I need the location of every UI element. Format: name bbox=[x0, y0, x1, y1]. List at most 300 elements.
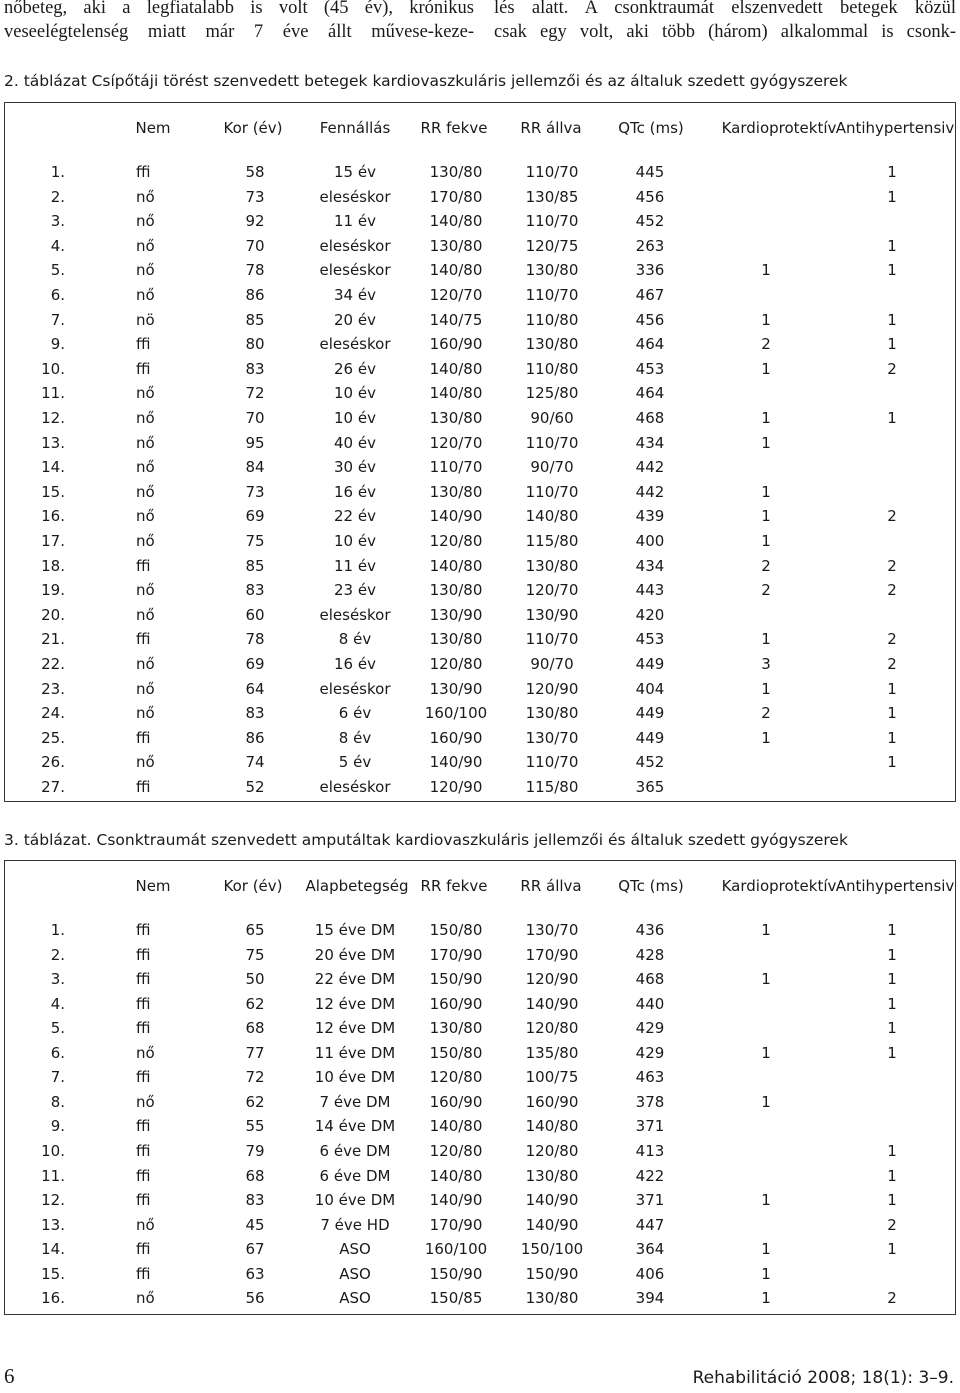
table-cell: 17. bbox=[41, 532, 65, 550]
table-cell: 130/80 bbox=[429, 163, 483, 181]
table-cell: 456 bbox=[635, 310, 665, 329]
table-cell: 11 év bbox=[334, 212, 376, 231]
table-cell: 1 bbox=[761, 507, 771, 526]
table-cell: 120/80 bbox=[429, 532, 483, 550]
table-cell: 140/80 bbox=[429, 556, 483, 575]
table-cell: 140/80 bbox=[429, 1166, 483, 1185]
table-cell: 115/80 bbox=[525, 778, 579, 796]
intro-line: lés alatt. A csonktraumát elszenvedett betegek közül bbox=[494, 0, 956, 18]
column-header: Kardioprotektív bbox=[721, 877, 837, 895]
table-row bbox=[5, 160, 955, 184]
table-cell: 83 bbox=[245, 1191, 265, 1210]
table-cell: nő bbox=[136, 433, 155, 452]
table-cell: 58 bbox=[245, 163, 265, 181]
table-cell: 110/80 bbox=[525, 359, 579, 378]
table-cell: 1 bbox=[761, 970, 771, 989]
table-cell: 1 bbox=[887, 335, 897, 354]
table-cell: 3. bbox=[50, 970, 65, 989]
table-row bbox=[5, 627, 955, 651]
table-cell: 20. bbox=[41, 605, 65, 624]
table-cell: 83 bbox=[245, 704, 265, 723]
table-cell: nő bbox=[136, 679, 155, 698]
table-cell: 67 bbox=[245, 1240, 265, 1259]
table-cell: 449 bbox=[635, 728, 665, 747]
column-header: Alapbetegség bbox=[305, 877, 409, 895]
table-cell: eleséskor bbox=[319, 187, 391, 206]
table-cell: 2 bbox=[761, 335, 771, 354]
table-cell: ffi bbox=[136, 728, 151, 747]
table-cell: nő bbox=[136, 605, 155, 624]
table-cell: 464 bbox=[635, 384, 665, 403]
column-header: Fennállás bbox=[319, 119, 391, 137]
table-cell: 11. bbox=[41, 1166, 65, 1185]
table-cell: 26 év bbox=[334, 359, 376, 378]
table-cell: 1 bbox=[887, 679, 897, 698]
table-cell: 6 éve DM bbox=[319, 1141, 391, 1160]
table-cell: 371 bbox=[635, 1191, 665, 1210]
table-cell: 1 bbox=[887, 1240, 897, 1259]
table-cell: ffi bbox=[136, 945, 151, 964]
table-cell: nő bbox=[136, 458, 155, 477]
table-cell: ffi bbox=[136, 1141, 151, 1160]
table-cell: 453 bbox=[635, 359, 665, 378]
table-cell: 2 bbox=[887, 359, 897, 378]
table-header-row bbox=[5, 874, 955, 898]
intro-line: nőbeteg, aki a legfiatalabb is volt (45 év), krónikus bbox=[4, 0, 474, 18]
page-footer bbox=[0, 1366, 960, 1392]
table-cell: 130/80 bbox=[525, 704, 579, 723]
table-cell: 468 bbox=[635, 409, 665, 427]
table-cell: nő bbox=[136, 1289, 155, 1308]
table-cell: 1 bbox=[761, 1092, 771, 1111]
table-cell: ffi bbox=[136, 335, 151, 354]
table-cell: 13. bbox=[41, 433, 65, 452]
table-cell: 1 bbox=[887, 945, 897, 964]
table-cell: 68 bbox=[245, 1019, 265, 1038]
table-cell: 3. bbox=[50, 212, 65, 231]
table-row bbox=[5, 967, 955, 991]
table-cell: 442 bbox=[635, 482, 665, 501]
table-cell: 20 év bbox=[334, 310, 376, 329]
table-cell: 140/90 bbox=[429, 1191, 483, 1210]
table-cell: 90/60 bbox=[530, 409, 574, 427]
table-cell: 25. bbox=[41, 728, 65, 747]
table-cell: 464 bbox=[635, 335, 665, 354]
table-cell: 90/70 bbox=[530, 655, 574, 673]
table-row bbox=[5, 332, 955, 356]
table-cell: 77 bbox=[245, 1043, 265, 1062]
table-cell: 22 év bbox=[334, 507, 376, 526]
table-cell: 73 bbox=[245, 482, 265, 501]
table-cell: 70 bbox=[245, 409, 265, 427]
table-cell: 12 éve DM bbox=[314, 1019, 396, 1038]
column-header: RR állva bbox=[520, 119, 582, 137]
table-cell: 120/80 bbox=[429, 1141, 483, 1160]
table-cell: 422 bbox=[635, 1166, 665, 1185]
table-cell: 140/90 bbox=[525, 1191, 579, 1210]
table-cell: 34 év bbox=[334, 286, 376, 304]
table-cell: 5. bbox=[50, 261, 65, 280]
table-cell: nő bbox=[136, 1092, 155, 1111]
table-cell: 1 bbox=[887, 1043, 897, 1062]
table-row bbox=[5, 529, 955, 553]
table-cell: ffi bbox=[136, 1068, 151, 1087]
table-cell: 10 év bbox=[334, 384, 376, 403]
table-cell: 74 bbox=[245, 753, 265, 772]
table-cell: nő bbox=[136, 286, 155, 304]
table-cell: ffi bbox=[136, 970, 151, 989]
table-cell: 468 bbox=[635, 970, 665, 989]
table-row bbox=[5, 185, 955, 209]
table-cell: 140/80 bbox=[429, 1117, 483, 1136]
table-cell: ffi bbox=[136, 994, 151, 1013]
table3-caption-label: 3. táblázat. bbox=[4, 831, 92, 849]
table-cell: 15. bbox=[41, 1264, 65, 1283]
table-cell: 75 bbox=[245, 945, 265, 964]
table-cell: 452 bbox=[635, 753, 665, 772]
table-cell: 120/90 bbox=[525, 679, 579, 698]
table-row bbox=[5, 1090, 955, 1114]
table-cell: 442 bbox=[635, 458, 665, 477]
table-cell: 125/80 bbox=[525, 384, 579, 403]
table-cell: 140/80 bbox=[429, 212, 483, 231]
table-row bbox=[5, 677, 955, 701]
table-cell: 160/90 bbox=[429, 335, 483, 354]
column-header: QTc (ms) bbox=[618, 119, 684, 137]
table-cell: 1 bbox=[887, 310, 897, 329]
table-cell: ASO bbox=[339, 1264, 371, 1283]
table-cell: nő bbox=[136, 581, 155, 600]
table-cell: 160/90 bbox=[429, 994, 483, 1013]
table-cell: 120/80 bbox=[525, 1019, 579, 1038]
table-cell: 56 bbox=[245, 1289, 265, 1308]
table-cell: 130/85 bbox=[525, 187, 579, 206]
table-cell: 120/90 bbox=[429, 778, 483, 796]
table-cell: eleséskor bbox=[319, 261, 391, 280]
column-header: Kardioprotektív bbox=[721, 119, 837, 137]
table-row bbox=[5, 1164, 955, 1188]
table-cell: 85 bbox=[245, 310, 265, 329]
table-cell: 110/70 bbox=[525, 630, 579, 649]
table-cell: 170/90 bbox=[429, 945, 483, 964]
table-cell: 120/70 bbox=[525, 581, 579, 600]
table-cell: ASO bbox=[339, 1240, 371, 1259]
table-cell: 120/75 bbox=[525, 236, 579, 255]
table-cell: 463 bbox=[635, 1068, 665, 1087]
table-cell: 436 bbox=[635, 921, 665, 939]
table-row bbox=[5, 726, 955, 750]
table-cell: 90/70 bbox=[530, 458, 574, 477]
table-cell: 6 év bbox=[338, 704, 372, 723]
table-cell: 140/90 bbox=[429, 507, 483, 526]
table-cell: 83 bbox=[245, 359, 265, 378]
table-cell: 150/80 bbox=[429, 1043, 483, 1062]
table-cell: 63 bbox=[245, 1264, 265, 1283]
table-cell: 150/90 bbox=[429, 970, 483, 989]
table-row bbox=[5, 554, 955, 578]
table-cell: 21. bbox=[41, 630, 65, 649]
table-cell: ffi bbox=[136, 1264, 151, 1283]
table-cell: 449 bbox=[635, 704, 665, 723]
table-cell: 120/70 bbox=[429, 433, 483, 452]
table-cell: ffi bbox=[136, 778, 151, 796]
table-cell: 12. bbox=[41, 1191, 65, 1210]
table-cell: 378 bbox=[635, 1092, 665, 1111]
table-cell: nö bbox=[136, 310, 155, 329]
table-cell: 445 bbox=[635, 163, 665, 181]
table-cell: 14. bbox=[41, 1240, 65, 1259]
table-cell: 456 bbox=[635, 187, 665, 206]
table-row bbox=[5, 701, 955, 725]
table-cell: 428 bbox=[635, 945, 665, 964]
table-cell: 140/90 bbox=[525, 1215, 579, 1234]
table-row bbox=[5, 1213, 955, 1237]
table-cell: nő bbox=[136, 704, 155, 723]
table-cell: 23. bbox=[41, 679, 65, 698]
table-cell: 7 éve DM bbox=[319, 1092, 391, 1111]
table-cell: 2 bbox=[887, 556, 897, 575]
table-cell: 27. bbox=[41, 778, 65, 796]
table-cell: 65 bbox=[245, 921, 265, 939]
table2-caption-text: Csípőtáji törést szenvedett betegek kardiovaszkuláris jellemzői és az általuk szedett gyógyszerek bbox=[86, 72, 848, 90]
table-cell: ffi bbox=[136, 921, 151, 939]
table-cell: 130/80 bbox=[429, 630, 483, 649]
table-cell: 1 bbox=[887, 236, 897, 255]
table-cell: 130/80 bbox=[525, 1289, 579, 1308]
table-cell: 84 bbox=[245, 458, 265, 477]
column-header: RR állva bbox=[520, 877, 582, 895]
table-cell: nő bbox=[136, 507, 155, 526]
table-cell: 364 bbox=[635, 1240, 665, 1259]
table-row bbox=[5, 258, 955, 282]
table-row bbox=[5, 504, 955, 528]
table-cell: 9. bbox=[50, 1117, 65, 1136]
table-row bbox=[5, 1286, 955, 1310]
table-row bbox=[5, 431, 955, 455]
table-cell: 5 év bbox=[338, 753, 372, 772]
table-cell: 70 bbox=[245, 236, 265, 255]
table-row bbox=[5, 357, 955, 381]
table-cell: eleséskor bbox=[319, 236, 391, 255]
table-cell: nő bbox=[136, 753, 155, 772]
column-header: QTc (ms) bbox=[618, 877, 684, 895]
table-cell: 120/90 bbox=[525, 970, 579, 989]
table-cell: 19. bbox=[41, 581, 65, 600]
table-cell: nő bbox=[136, 212, 155, 231]
table-cell: 16. bbox=[41, 507, 65, 526]
table-cell: 1 bbox=[761, 359, 771, 378]
table-cell: 130/90 bbox=[429, 605, 483, 624]
table-cell: 10 év bbox=[334, 532, 376, 550]
table-cell: 1 bbox=[761, 728, 771, 747]
table-cell: nő bbox=[136, 1043, 155, 1062]
table-row bbox=[5, 750, 955, 774]
table-row bbox=[5, 775, 955, 799]
table-cell: 1 bbox=[887, 409, 897, 427]
table-cell: 64 bbox=[245, 679, 265, 698]
table-cell: 110/80 bbox=[525, 310, 579, 329]
table-cell: eleséskor bbox=[319, 335, 391, 354]
table-cell: 1 bbox=[887, 704, 897, 723]
column-header: Kor (év) bbox=[223, 119, 283, 137]
table-cell: 447 bbox=[635, 1215, 665, 1234]
column-header: RR fekve bbox=[420, 877, 488, 895]
intro-line: csak egy volt, aki több (három) alkalommal is csonk- bbox=[494, 22, 956, 42]
table-cell: 8 év bbox=[338, 630, 372, 649]
table-cell: 400 bbox=[635, 532, 665, 550]
table-cell: ASO bbox=[339, 1289, 371, 1308]
table-cell: 15. bbox=[41, 482, 65, 501]
table-cell: 1 bbox=[761, 1264, 771, 1283]
table-cell: 1 bbox=[887, 261, 897, 280]
table-cell: 120/70 bbox=[429, 286, 483, 304]
table-cell: 100/75 bbox=[525, 1068, 579, 1087]
table-cell: 170/90 bbox=[525, 945, 579, 964]
table-cell: 1 bbox=[887, 1019, 897, 1038]
table-row bbox=[5, 455, 955, 479]
table-cell: 10. bbox=[41, 1141, 65, 1160]
table-cell: 160/100 bbox=[424, 1240, 488, 1259]
table2-caption bbox=[4, 72, 848, 90]
table-cell: 160/90 bbox=[525, 1092, 579, 1111]
table-cell: 140/80 bbox=[429, 384, 483, 403]
table-cell: 92 bbox=[245, 212, 265, 231]
table-cell: 439 bbox=[635, 507, 665, 526]
table-cell: ffi bbox=[136, 1019, 151, 1038]
table-cell: 16. bbox=[41, 1289, 65, 1308]
table-cell: 5. bbox=[50, 1019, 65, 1038]
table-cell: 2 bbox=[761, 704, 771, 723]
column-header: Nem bbox=[135, 877, 171, 895]
table-cell: 1 bbox=[887, 753, 897, 772]
table-cell: 170/80 bbox=[429, 187, 483, 206]
table-row bbox=[5, 578, 955, 602]
table-cell: 1 bbox=[761, 310, 771, 329]
table-row bbox=[5, 1262, 955, 1286]
table-row bbox=[5, 381, 955, 405]
table-row bbox=[5, 1237, 955, 1261]
table-cell: 420 bbox=[635, 605, 665, 624]
table-cell: 140/80 bbox=[429, 261, 483, 280]
table-cell: 130/80 bbox=[525, 1166, 579, 1185]
table-cell: 7. bbox=[50, 1068, 65, 1087]
table-cell: 1 bbox=[887, 1141, 897, 1160]
table-cell: 40 év bbox=[334, 433, 376, 452]
table-cell: 1 bbox=[887, 970, 897, 989]
table-cell: 130/90 bbox=[429, 679, 483, 698]
table-cell: 160/90 bbox=[429, 728, 483, 747]
table-cell: 2 bbox=[887, 507, 897, 526]
table-cell: 130/80 bbox=[429, 409, 483, 427]
table-cell: 110/70 bbox=[525, 482, 579, 501]
table-cell: 452 bbox=[635, 212, 665, 231]
table-cell: 336 bbox=[635, 261, 665, 280]
table-cell: 130/80 bbox=[429, 581, 483, 600]
table-cell: 150/90 bbox=[429, 1264, 483, 1283]
table-cell: 1 bbox=[887, 1166, 897, 1185]
table-cell: 1 bbox=[761, 630, 771, 649]
column-header: Nem bbox=[135, 119, 171, 137]
table-cell: 2 bbox=[887, 1289, 897, 1308]
table-cell: 22. bbox=[41, 655, 65, 673]
table-cell: 6. bbox=[50, 1043, 65, 1062]
table-cell: 7. bbox=[50, 310, 65, 329]
table-cell: 11. bbox=[41, 384, 65, 403]
table-cell: 26. bbox=[41, 753, 65, 772]
table-cell: 140/90 bbox=[525, 994, 579, 1013]
table-cell: 60 bbox=[245, 605, 265, 624]
table-cell: nő bbox=[136, 261, 155, 280]
table-cell: 16 év bbox=[334, 482, 376, 501]
table-cell: eleséskor bbox=[319, 778, 391, 796]
table2-caption-label: 2. táblázat bbox=[4, 72, 87, 90]
table-cell: 8 év bbox=[338, 728, 372, 747]
table-cell: 1. bbox=[50, 163, 65, 181]
table-cell: 130/80 bbox=[525, 556, 579, 575]
table-cell: 365 bbox=[635, 778, 665, 796]
table-cell: 6. bbox=[50, 286, 65, 304]
intro-line: veseelégtelenség miatt már 7 éve állt művese-keze- bbox=[4, 22, 474, 42]
table-cell: 1. bbox=[50, 921, 65, 939]
table-cell: nő bbox=[136, 236, 155, 255]
table-cell: 14. bbox=[41, 458, 65, 477]
table-row bbox=[5, 918, 955, 942]
table-cell: nő bbox=[136, 655, 155, 673]
table-row bbox=[5, 234, 955, 258]
table-cell: 80 bbox=[245, 335, 265, 354]
intro-right-column bbox=[494, 0, 956, 44]
table-cell: 4. bbox=[50, 236, 65, 255]
table-cell: 371 bbox=[635, 1117, 665, 1136]
table-cell: 75 bbox=[245, 532, 265, 550]
table-cell: ffi bbox=[136, 1240, 151, 1259]
table-cell: 72 bbox=[245, 1068, 265, 1087]
table-cell: 72 bbox=[245, 384, 265, 403]
table-row bbox=[5, 603, 955, 627]
table-cell: 2 bbox=[761, 556, 771, 575]
table-cell: 120/80 bbox=[429, 655, 483, 673]
table-cell: 16 év bbox=[334, 655, 376, 673]
table-cell: 110/70 bbox=[525, 753, 579, 772]
table-cell: 85 bbox=[245, 556, 265, 575]
table-cell: 130/70 bbox=[525, 921, 579, 939]
table-cell: 7 éve HD bbox=[320, 1215, 390, 1234]
table-cell: 115/80 bbox=[525, 532, 579, 550]
table-cell: 1 bbox=[887, 1191, 897, 1210]
table-row bbox=[5, 308, 955, 332]
table-row bbox=[5, 1139, 955, 1163]
table-cell: ffi bbox=[136, 1166, 151, 1185]
column-header: RR fekve bbox=[420, 119, 488, 137]
table-cell: 73 bbox=[245, 187, 265, 206]
table-cell: 62 bbox=[245, 994, 265, 1013]
table-cell: nő bbox=[136, 532, 155, 550]
table-cell: 110/70 bbox=[525, 433, 579, 452]
table-cell: 11 év bbox=[334, 556, 376, 575]
table-row bbox=[5, 1041, 955, 1065]
table-cell: 1 bbox=[761, 1043, 771, 1062]
table-cell: 11 éve DM bbox=[314, 1043, 396, 1062]
table-cell: 434 bbox=[635, 556, 665, 575]
table-cell: 110/70 bbox=[429, 458, 483, 477]
table-cell: 130/80 bbox=[429, 1019, 483, 1038]
journal-citation: Rehabilitáció 2008; 18(1): 3–9. bbox=[692, 1368, 954, 1388]
table-cell: 2. bbox=[50, 187, 65, 206]
table-cell: 130/80 bbox=[429, 482, 483, 501]
table-cell: 429 bbox=[635, 1043, 665, 1062]
table-cell: 135/80 bbox=[525, 1043, 579, 1062]
table-cell: 120/80 bbox=[525, 1141, 579, 1160]
